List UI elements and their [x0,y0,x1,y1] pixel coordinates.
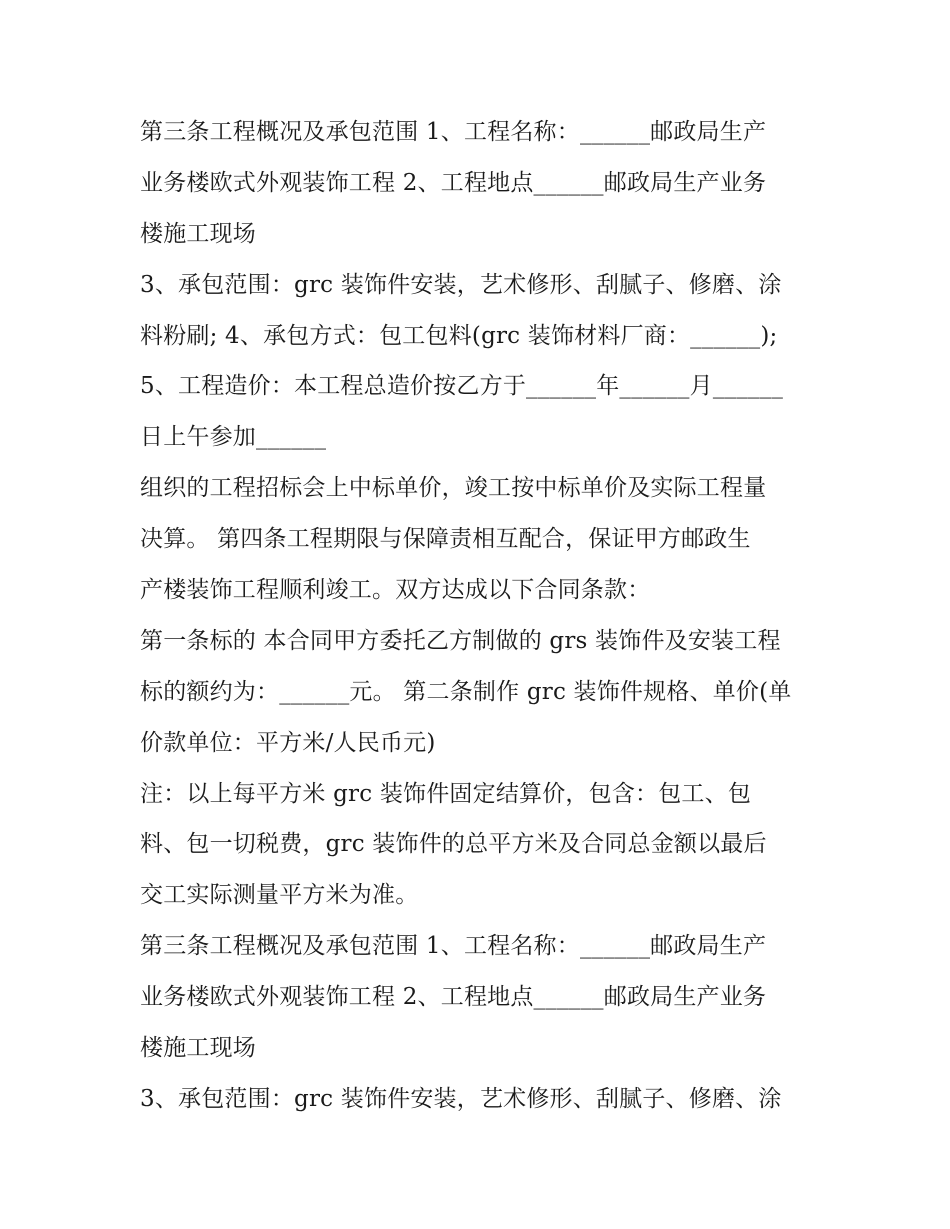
text-line: 楼施工现场 [140,1035,256,1062]
text-line: 第三条工程概况及承包范围 1、工程名称：______邮政局生产 [140,119,767,145]
text-line: 3、承包范围：grc 装饰件安装，艺术修形、刮腻子、修磨、涂 [140,271,782,298]
text-line: 价款单位：平方米/人民币元) [140,729,436,756]
text-line: 3、承包范围：grc 装饰件安装，艺术修形、刮腻子、修磨、涂 [140,1085,782,1112]
text-line: 组织的工程招标会上中标单价，竣工按中标单价及实际工程量 [140,475,767,502]
text-line: 料粉刷; 4、承包方式：包工包料(grc 装饰材料厂商：______); [140,322,778,349]
text-line: 业务楼欧式外观装饰工程 2、工程地点______邮政局生产业务 [140,169,767,196]
text-line: 决算。 第四条工程期限与保障责相互配合，保证甲方邮政生 [140,526,751,553]
text-line: 标的额约为：______元。 第二条制作 grc 装饰件规格、单价(单 [140,678,792,705]
text-line: 5、工程造价：本工程总造价按乙方于______年______月______ [140,373,784,400]
text-line: 楼施工现场 [140,220,256,247]
text-line: 注：以上每平方米 grc 装饰件固定结算价，包含：包工、包 [140,780,752,807]
document-body [140,107,820,1125]
text-line: 第一条标的 本合同甲方委托乙方制做的 grs 装饰件及安装工程 [140,627,781,654]
text-line: 日上午参加______ [140,424,327,451]
text-line: 业务楼欧式外观装饰工程 2、工程地点______邮政局生产业务 [140,984,767,1011]
text-line: 交工实际测量平方米为准。 [140,882,419,909]
text-line: 第三条工程概况及承包范围 1、工程名称：______邮政局生产 [140,933,767,960]
text-line: 料、包一切税费，grc 装饰件的总平方米及合同总金额以最后 [140,831,767,858]
text-line: 产楼装饰工程顺利竣工。双方达成以下合同条款： [140,577,651,604]
